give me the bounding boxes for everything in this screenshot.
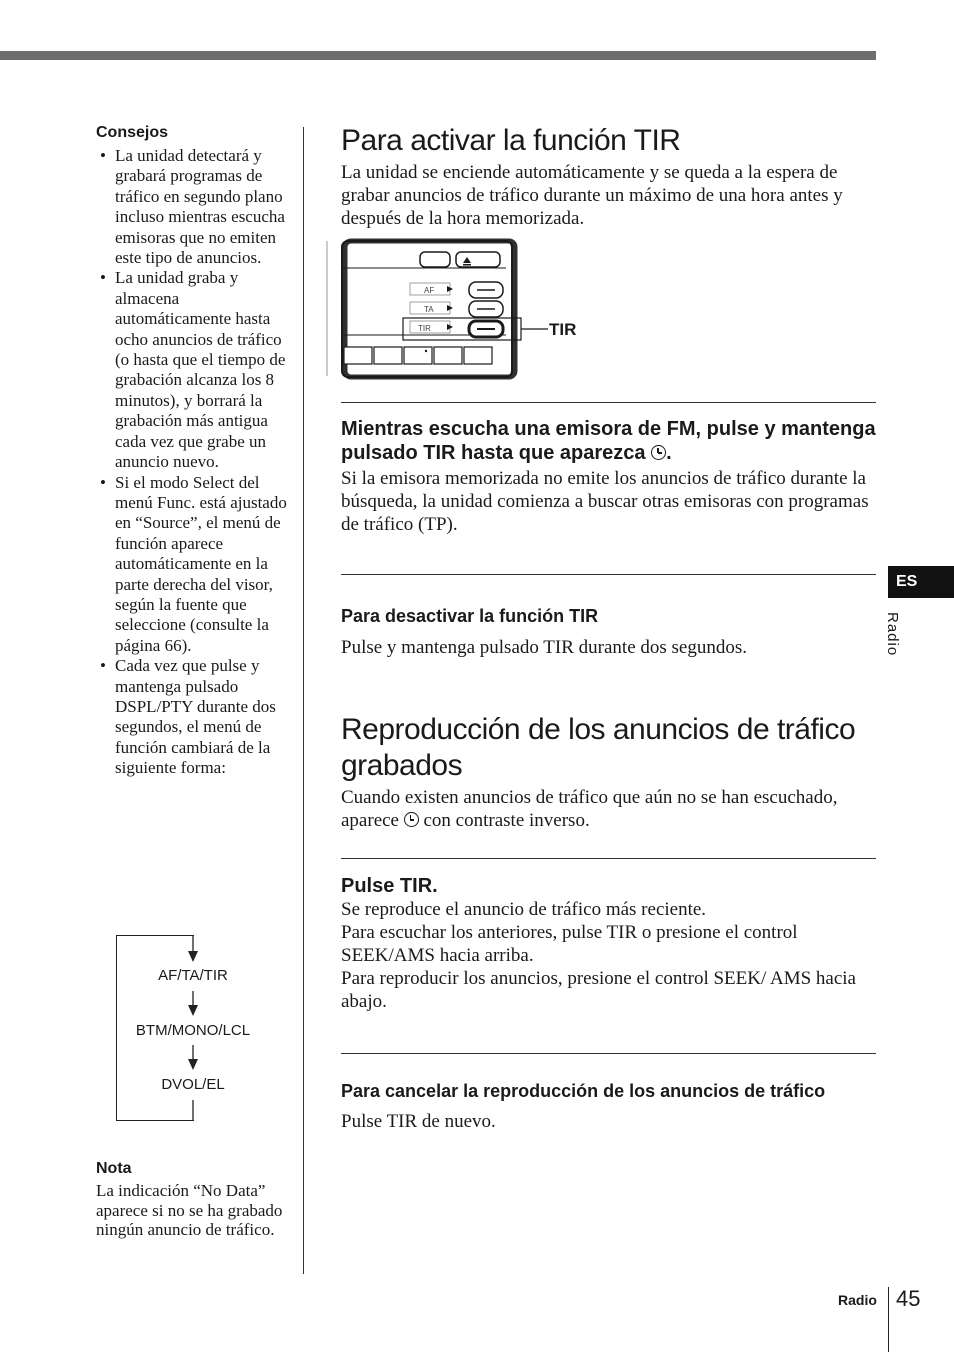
arrow-down-icon <box>188 951 198 962</box>
clock-icon <box>651 445 666 460</box>
note-text: La indicación “No Data” aparece si no se ha grabado ningún anuncio de tráfico. <box>96 1181 283 1239</box>
section-intro: La unidad se enciende automáticamente y se queda a la espera de grabar anuncios de tráfico durante un máximo de una hora antes y después de la hora memorizada. <box>341 162 843 229</box>
section-title: Reproducción de los anuncios de tráfico grabados <box>341 713 856 782</box>
section-intro: Cuando existen anuncios de tráfico que aún no se han escuchado, aparece con contraste inverso. <box>341 787 838 831</box>
cancel-text: Pulse TIR de nuevo. <box>341 1111 496 1132</box>
clock-icon <box>404 812 419 827</box>
tir-callout: TIR <box>549 320 577 339</box>
arrow-down-icon <box>188 1059 198 1070</box>
cancel-title: Para cancelar la reproducción de los anuncios de tráfico <box>341 1081 826 1101</box>
language-tab: ES <box>888 566 954 598</box>
tip-item: • Cada vez que pulse y mantenga pulsado DSPL/PTY durante dos segundos, el menú de función cambiará de la siguiente forma: <box>96 656 292 778</box>
deactivate-text: Pulse y mantenga pulsado TIR durante dos segundos. <box>341 637 747 658</box>
section-tab-label: Radio <box>884 612 901 657</box>
deactivate-title: Para desactivar la función TIR <box>341 606 599 626</box>
divider <box>341 574 876 575</box>
tips-title: Consejos <box>96 124 169 141</box>
tips-list <box>96 146 292 779</box>
column-divider <box>303 127 304 1274</box>
step-title: Pulse TIR. <box>341 875 438 897</box>
flow-item: AF/TA/TIR <box>158 967 228 984</box>
step-instruction: Mientras escucha una emisora de FM, pulse y mantenga pulsado TIR hasta que aparezca . <box>341 418 876 464</box>
ta-display-label: TA <box>424 305 434 314</box>
page-number: 45 <box>896 1286 921 1311</box>
divider <box>341 1053 876 1054</box>
tir-display-label: TIR <box>418 324 431 333</box>
header-bar <box>0 51 876 60</box>
flow-item: BTM/MONO/LCL <box>135 1022 251 1039</box>
tip-item: • La unidad detectará y grabará programas de tráfico en segundo plano incluso mientras escucha emisoras que no emiten este tipo de anuncios. <box>96 146 292 268</box>
divider <box>341 402 876 403</box>
af-display-label: AF <box>424 286 435 295</box>
step-body: Se reproduce el anuncio de tráfico más reciente. Para escuchar los anteriores, pulse TIR o presione el control SEEK/AMS hacia arriba. Para reproducir los anuncios, presione el control SEEK/ AMS hacia abajo. <box>341 899 856 1012</box>
stereo-illustration <box>326 238 596 380</box>
flow-item: DVOL/EL <box>161 1076 225 1093</box>
section-title: Para activar la función TIR <box>341 124 681 157</box>
divider <box>341 858 876 859</box>
footer-section: Radio <box>838 1292 877 1308</box>
step-body: Si la emisora memorizada no emite los anuncios de tráfico durante la búsqueda, la unidad comienza a buscar otras emisoras con programas de tráfico (TP). <box>341 468 869 535</box>
footer-divider <box>888 1287 889 1352</box>
tip-item: • Si el modo Select del menú Func. está ajustado en “Source”, el menú de función aparece automáticamente en la parte derecha del visor, según la fuente que seleccione (consulte la página 66). <box>96 473 292 657</box>
note-title: Nota <box>96 1160 132 1177</box>
tip-item: • La unidad graba y almacena automáticamente hasta ocho anuncios de tráfico (o hasta que el tiempo de grabación alcanza los 8 minutos), y borrará la grabación más antigua cada vez que grabe un anuncio nuevo. <box>96 268 292 472</box>
arrow-down-icon <box>188 1005 198 1016</box>
